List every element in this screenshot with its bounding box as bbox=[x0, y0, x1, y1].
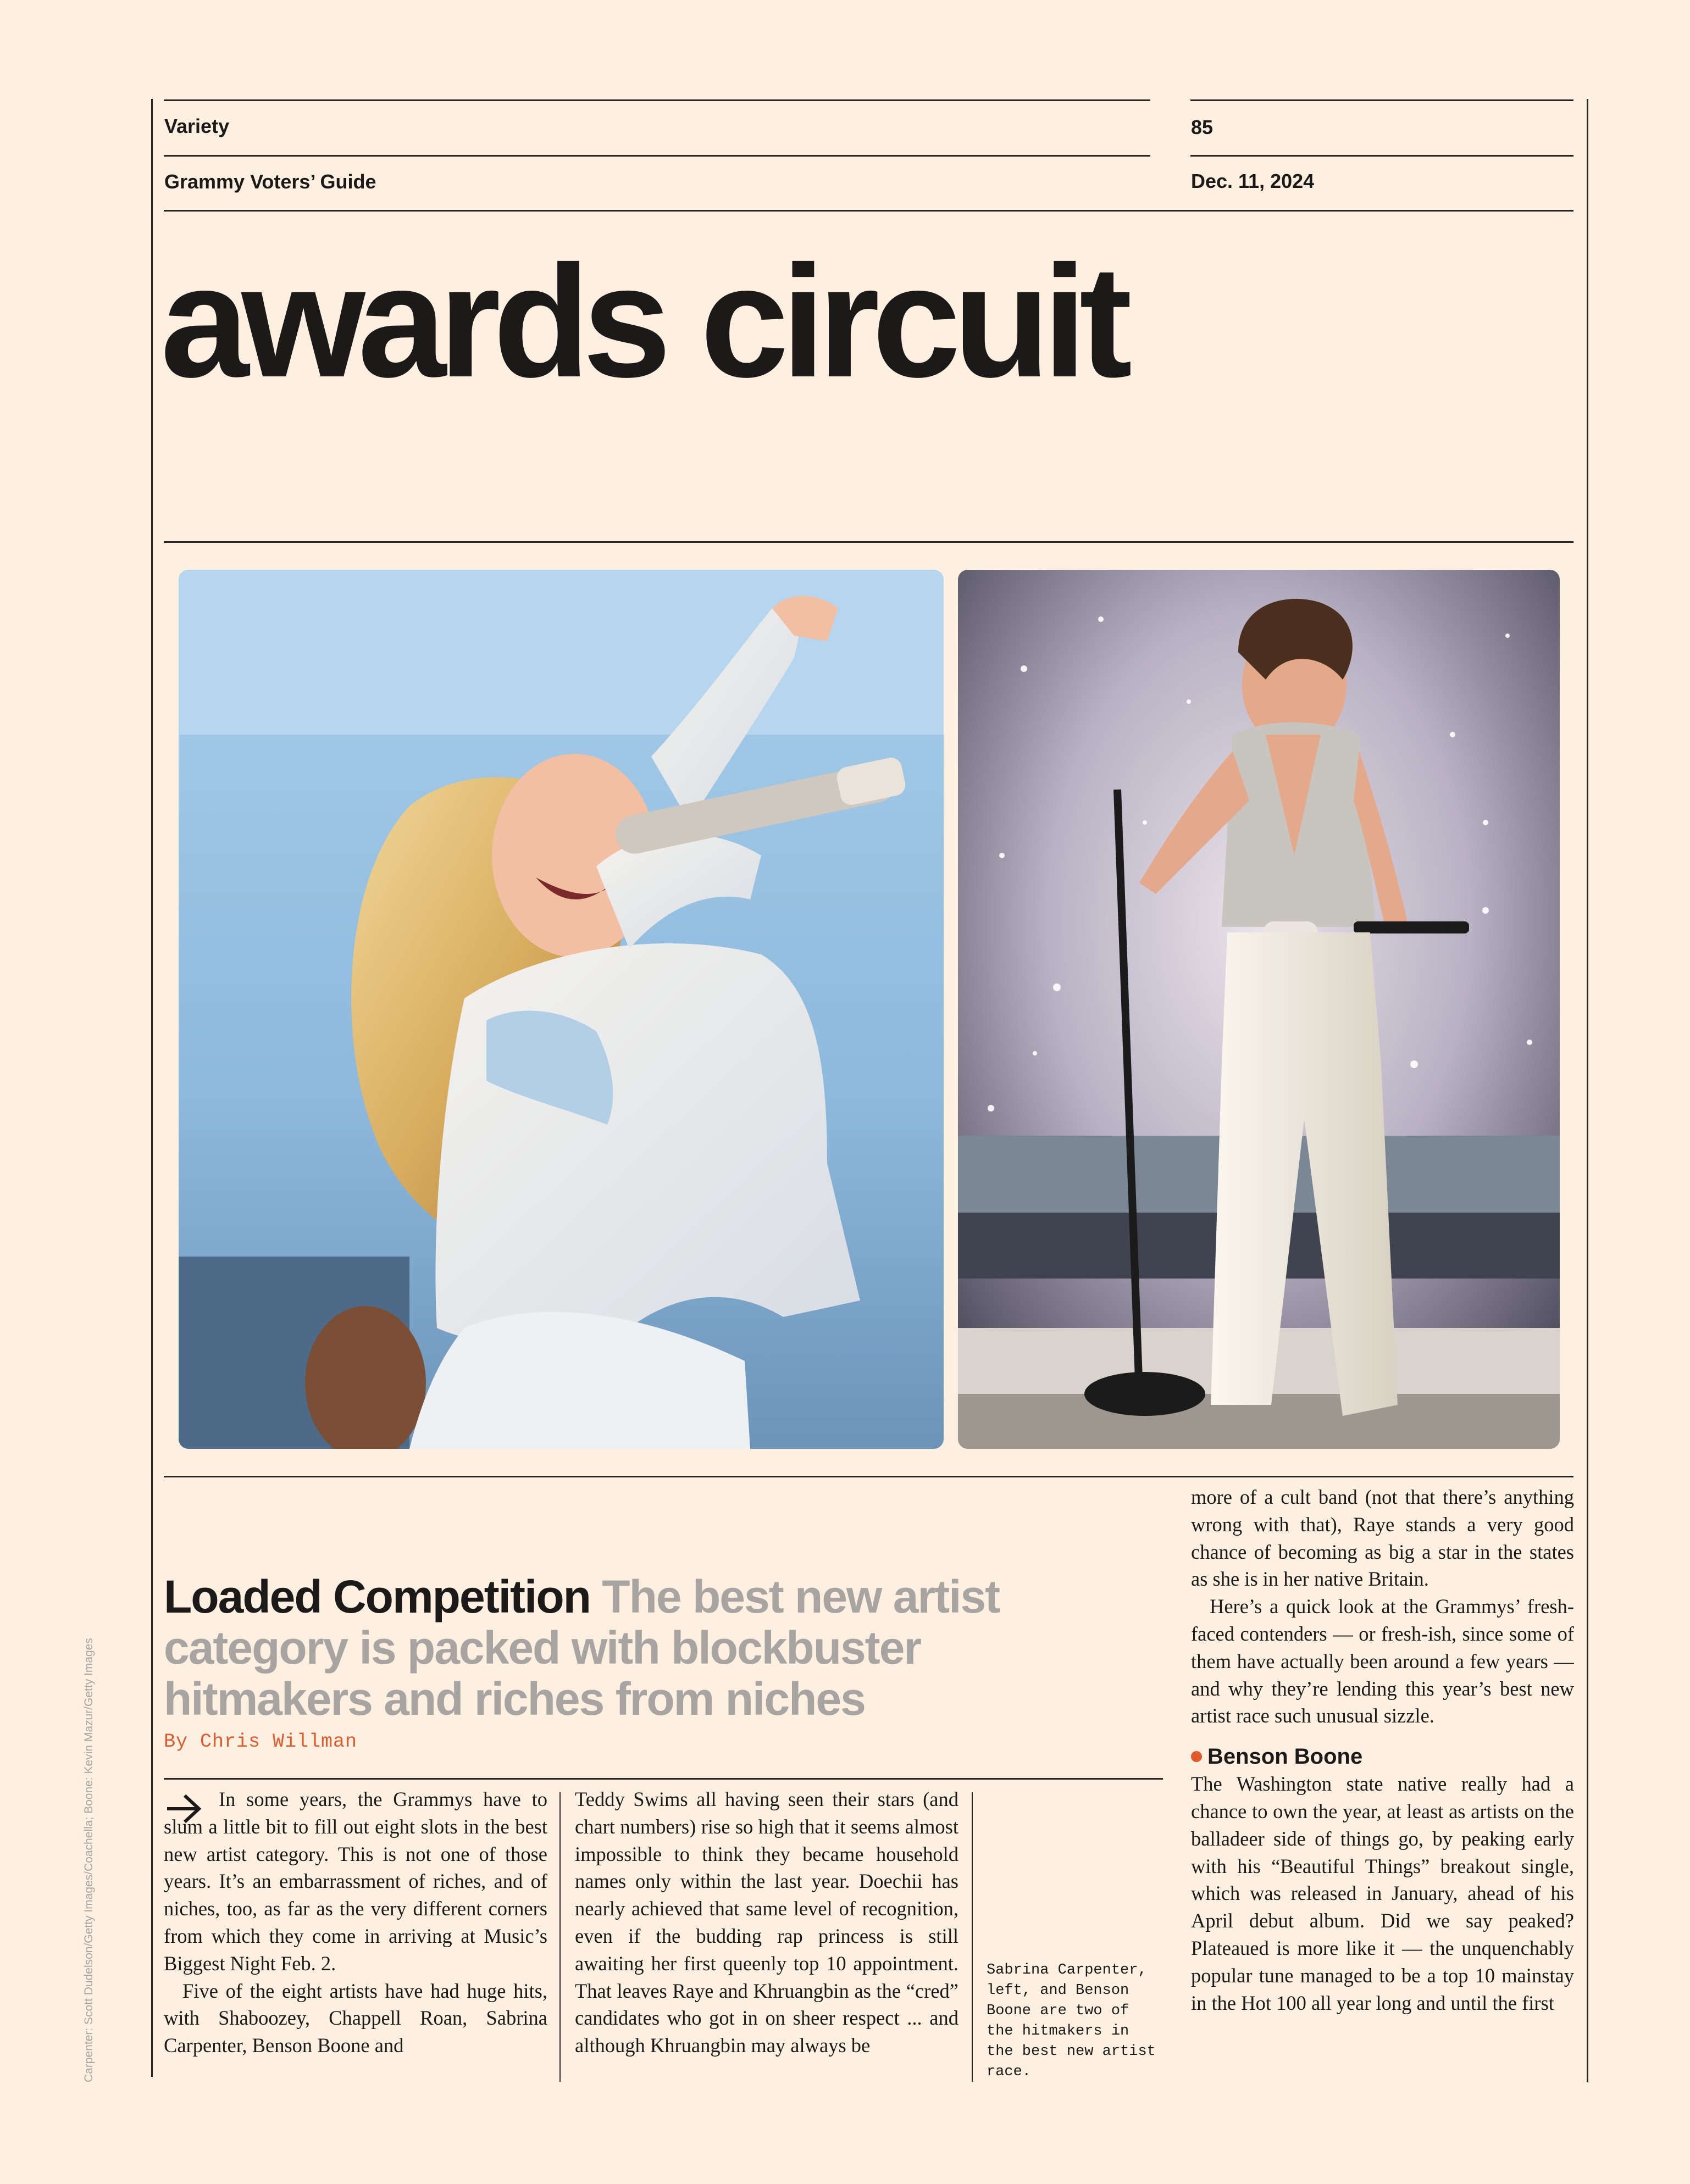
headline-rule bbox=[164, 541, 1573, 543]
deck-rule bbox=[164, 1778, 1163, 1780]
header-rule-bottom bbox=[164, 210, 1573, 212]
header-rule-mid-left bbox=[164, 155, 1150, 157]
body-paragraph: Here’s a quick look at the Grammys’ fresh-faced contenders — or fresh-ish, since some of them have actually been around a few years — and why they’re lending this year’s best new artist race such unusual sizzle. bbox=[1191, 1595, 1574, 1727]
photo-bottom-rule bbox=[164, 1476, 1573, 1477]
header-rule-mid-right bbox=[1190, 155, 1573, 157]
article-deck bbox=[164, 1571, 1131, 1725]
left-frame-rule bbox=[151, 99, 153, 2077]
benson-boone-photo bbox=[958, 570, 1560, 1449]
column-divider-1 bbox=[559, 1792, 561, 2082]
issue-date: Dec. 11, 2024 bbox=[1191, 170, 1315, 192]
article-column-2 bbox=[575, 1786, 958, 2082]
header-rule-top-right bbox=[1190, 99, 1573, 101]
body-paragraph: The Washington state native really had a chance to own the year, at least as artists on the balladeer side of things go, by peaking early with his “Beautiful Things” breakout single, which was released in January, ahead of his April debut album. Did we say peaked? Plateaued is more like it — the unquenchably popular tune managed to be a top 10 mainstay in the Hot 100 all year long and until the first bbox=[1191, 1772, 1574, 2014]
publication-name: Variety bbox=[164, 115, 230, 137]
photo-caption: Sabrina Carpenter, left, and Benson Boone are two of the hitmakers in the best new artist race. bbox=[987, 1962, 1156, 2080]
section-name: Grammy Voters’ Guide bbox=[164, 170, 376, 193]
article-title: Loaded Competition bbox=[164, 1571, 590, 1622]
section-subhead bbox=[1191, 1743, 1574, 1770]
article-column-1 bbox=[164, 1786, 547, 2082]
body-paragraph: Five of the eight artists have had huge hits, with Shaboozey, Chappell Roan, Sabrina Carpenter, Benson Boone and bbox=[164, 1979, 547, 2057]
photo-icon bbox=[958, 570, 1560, 1449]
body-paragraph: In some years, the Grammys have to slum a little bit to fill out eight slots in the best new artist category. This is not one of those years. It’s an embarrassment of riches, and of niches, too, as far as the very different corners from which they come in arriving at Music’s Biggest Night Feb. 2. bbox=[164, 1788, 547, 1975]
body-paragraph: Teddy Swims all having seen their stars (and chart numbers) rise so high that it seems almost impossible to think they became household names only within the last year. Doechii has nearly achieved that same level of recognition, even if the budding rap princess is still awaiting her first queenly top 10 appointment. That leaves Raye and Khruangbin as the “cred” candidates who got in on sheer respect ... and although Khruangbin may always be bbox=[575, 1788, 958, 2057]
photo-credit: Carpenter: Scott Dudelson/Getty Images/Coachella; Boone: Kevin Mazur/Getty Images bbox=[82, 1638, 95, 2082]
subhead-label: Benson Boone bbox=[1207, 1744, 1363, 1769]
article-column-3 bbox=[1191, 1483, 1574, 2082]
sabrina-carpenter-photo bbox=[179, 570, 944, 1449]
byline: By Chris Willman bbox=[164, 1731, 358, 1753]
page-number: 85 bbox=[1191, 116, 1214, 138]
right-frame-rule bbox=[1587, 99, 1588, 2082]
bullet-dot-icon bbox=[1191, 1751, 1202, 1762]
article-subtitle: The best new artist category is packed with blockbuster hitmakers and riches from niches bbox=[164, 1571, 1000, 1725]
page-title: awards circuit bbox=[160, 232, 1125, 410]
body-paragraph: more of a cult band (not that there’s anything wrong with that), Raye stands a very good chance of becoming as big a star in the states as she is in her native Britain. bbox=[1191, 1486, 1574, 1591]
photo-icon bbox=[179, 570, 944, 1449]
column-divider-2 bbox=[972, 1792, 973, 2082]
header-rule-top-left bbox=[164, 99, 1150, 101]
